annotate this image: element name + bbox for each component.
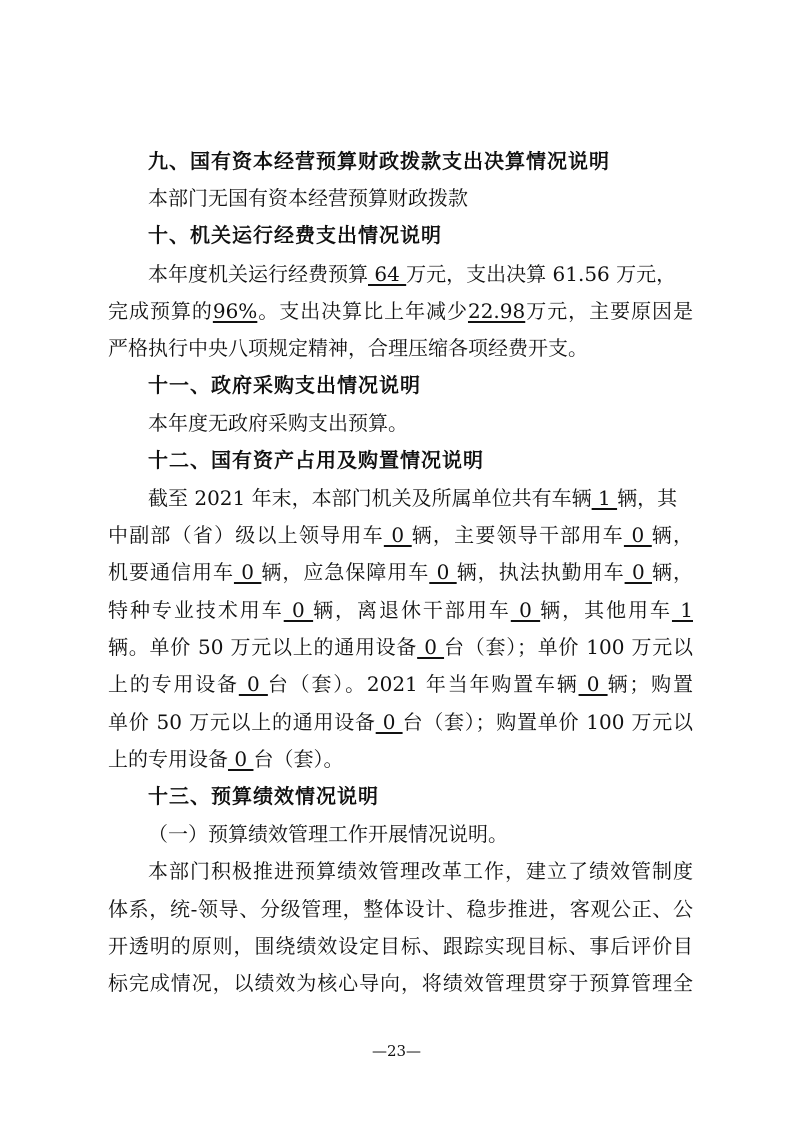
section-11-heading: 十一、政府采购支出情况说明 [148, 373, 421, 397]
section-13-subheading: （一）预算绩效管理工作开展情况说明。 [148, 822, 508, 846]
section-13-line-3: 开透明的原则，围绕绩效设定目标、跟踪实现目标、事后评价目 [108, 934, 693, 958]
section-13-heading: 十三、预算绩效情况说明 [148, 784, 379, 808]
section-9-body: 本部门无国有资本经营预算财政拨款 [148, 186, 468, 210]
page-number: —23— [371, 1042, 422, 1060]
section-12-line-8: 上的专用设备 0 台（套）。 [108, 747, 344, 771]
section-10-line-3: 严格执行中央八项规定精神，合理压缩各项经费开支。 [108, 336, 588, 360]
section-12-heading: 十二、国有资产占用及购置情况说明 [148, 448, 484, 472]
section-12-line-3: 机要通信用车 0 辆，应急保障用车 0 辆，执法执勤用车 0 辆， [108, 560, 694, 584]
section-12-line-7: 单价 50 万元以上的通用设备 0 台（套）；购置单价 100 万元以 [108, 710, 693, 734]
section-12-line-1: 截至 2021 年末，本部门机关及所属单位共有车辆 1 辆，其 [148, 486, 678, 510]
section-10-line-1: 本年度机关运行经费预算 64 万元，支出决算 61.56 万元， [148, 262, 677, 286]
section-10-line-2: 完成预算的96%。支出决算比上年减少22.98万元，主要原因是 [108, 299, 694, 323]
section-12-line-2: 中副部（省）级以上领导用车 0 辆，主要领导干部用车 0 辆， [108, 523, 693, 547]
section-13-line-1: 本部门积极推进预算绩效管理改革工作，建立了绩效管制度 [148, 859, 693, 883]
section-11-body: 本年度无政府采购支出预算。 [148, 411, 408, 435]
section-12-line-6: 上的专用设备 0 台（套）。2021 年当年购置车辆 0 辆；购置 [108, 672, 693, 696]
decrease-value: 22.98 [467, 299, 526, 323]
section-10-heading: 十、机关运行经费支出情况说明 [148, 223, 442, 247]
section-9-heading: 九、国有资本经营预算财政拨款支出决算情况说明 [148, 149, 610, 173]
section-13-line-4: 标完成情况，以绩效为核心导向，将绩效管理贯穿于预算管理全 [108, 971, 693, 995]
section-12-line-5: 辆。单价 50 万元以上的通用设备 0 台（套）；单价 100 万元以 [108, 635, 693, 659]
section-12-line-4: 特种专业技术用车 0 辆，离退休干部用车 0 辆，其他用车 1 [108, 598, 693, 622]
completion-rate: 96% [212, 299, 258, 323]
section-13-line-2: 体系，统-领导、分级管理，整体设计、稳步推进，客观公正、公 [108, 897, 693, 921]
budget-value: 64 [368, 262, 407, 286]
